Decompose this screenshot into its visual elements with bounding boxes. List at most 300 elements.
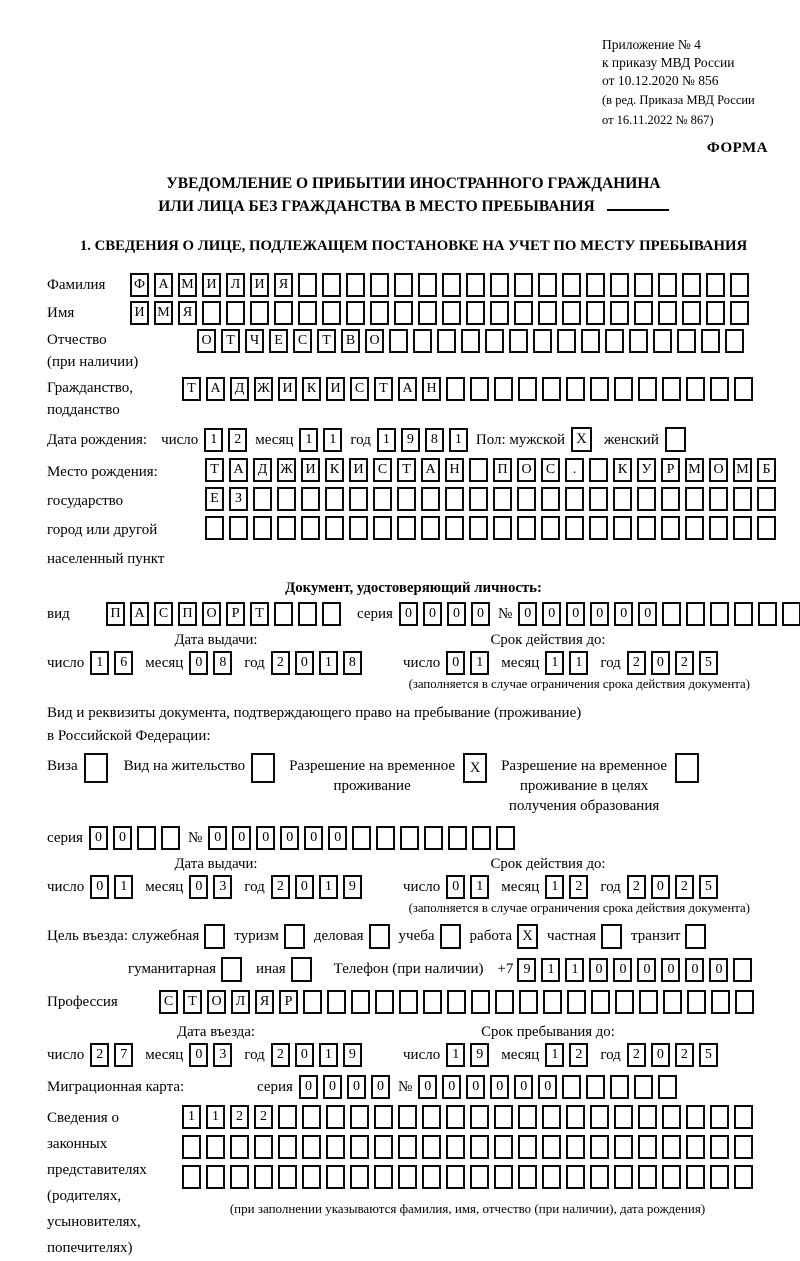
form-cell[interactable] (302, 1105, 321, 1129)
form-cell[interactable]: Т (182, 377, 201, 401)
form-cell[interactable]: К (302, 377, 321, 401)
form-cell[interactable]: 9 (343, 875, 362, 899)
form-cell[interactable] (586, 301, 605, 325)
form-cell[interactable] (733, 516, 752, 540)
form-cell[interactable] (686, 377, 705, 401)
form-cell[interactable] (782, 602, 800, 626)
form-cell[interactable]: Ж (254, 377, 273, 401)
form-cell[interactable] (278, 1135, 297, 1159)
form-cell[interactable]: 0 (709, 958, 728, 982)
form-cell[interactable]: 2 (271, 651, 290, 675)
form-cell[interactable] (614, 1105, 633, 1129)
form-cell[interactable] (422, 1135, 441, 1159)
form-cell[interactable]: 0 (651, 1043, 670, 1067)
form-cell[interactable]: П (493, 458, 512, 482)
form-cell[interactable] (591, 990, 610, 1014)
form-cell[interactable] (230, 1135, 249, 1159)
form-cell[interactable] (472, 826, 491, 850)
form-cell[interactable] (376, 826, 395, 850)
form-cell[interactable] (424, 826, 443, 850)
form-cell[interactable] (517, 487, 536, 511)
form-cell[interactable]: 1 (90, 651, 109, 675)
residence-permit-checkbox[interactable] (251, 753, 275, 783)
form-cell[interactable]: 2 (271, 875, 290, 899)
form-cell[interactable] (733, 487, 752, 511)
form-cell[interactable] (448, 826, 467, 850)
form-cell[interactable]: 1 (449, 428, 468, 452)
form-cell[interactable] (346, 301, 365, 325)
form-cell[interactable] (182, 1135, 201, 1159)
form-cell[interactable] (682, 301, 701, 325)
purpose-official-checkbox[interactable] (204, 924, 225, 949)
form-cell[interactable] (542, 1135, 561, 1159)
form-cell[interactable] (613, 516, 632, 540)
form-cell[interactable] (686, 1105, 705, 1129)
form-cell[interactable]: 1 (319, 875, 338, 899)
form-cell[interactable] (349, 487, 368, 511)
form-cell[interactable] (389, 329, 408, 353)
form-cell[interactable] (610, 273, 629, 297)
form-cell[interactable]: 0 (328, 826, 347, 850)
form-cell[interactable]: 0 (471, 602, 490, 626)
form-cell[interactable]: 1 (206, 1105, 225, 1129)
form-cell[interactable]: 0 (447, 602, 466, 626)
sex-male-checkbox[interactable]: X (571, 427, 592, 452)
form-cell[interactable]: 0 (685, 958, 704, 982)
form-cell[interactable]: 0 (347, 1075, 366, 1099)
form-cell[interactable]: 1 (446, 1043, 465, 1067)
form-cell[interactable] (442, 273, 461, 297)
form-cell[interactable]: 0 (232, 826, 251, 850)
form-cell[interactable]: 0 (304, 826, 323, 850)
form-cell[interactable] (519, 990, 538, 1014)
form-cell[interactable] (493, 487, 512, 511)
form-cell[interactable]: Я (178, 301, 197, 325)
form-cell[interactable]: 1 (204, 428, 223, 452)
form-cell[interactable]: А (154, 273, 173, 297)
form-cell[interactable]: М (178, 273, 197, 297)
form-cell[interactable]: Т (374, 377, 393, 401)
form-cell[interactable]: 0 (423, 602, 442, 626)
form-cell[interactable] (613, 487, 632, 511)
form-cell[interactable]: 0 (566, 602, 585, 626)
form-cell[interactable] (373, 487, 392, 511)
form-cell[interactable] (303, 990, 322, 1014)
form-cell[interactable] (661, 487, 680, 511)
form-cell[interactable] (494, 1105, 513, 1129)
form-cell[interactable] (543, 990, 562, 1014)
form-cell[interactable]: 5 (699, 651, 718, 675)
form-cell[interactable]: 9 (401, 428, 420, 452)
purpose-work-checkbox[interactable]: X (517, 924, 538, 949)
form-cell[interactable] (629, 329, 648, 353)
form-cell[interactable] (710, 377, 729, 401)
form-cell[interactable] (734, 1105, 753, 1129)
form-cell[interactable]: О (365, 329, 384, 353)
form-cell[interactable] (254, 1135, 273, 1159)
form-cell[interactable] (562, 301, 581, 325)
form-cell[interactable] (495, 990, 514, 1014)
form-cell[interactable]: 9 (343, 1043, 362, 1067)
form-cell[interactable]: 6 (114, 651, 133, 675)
form-cell[interactable]: 0 (323, 1075, 342, 1099)
form-cell[interactable] (509, 329, 528, 353)
form-cell[interactable] (298, 602, 317, 626)
form-cell[interactable] (161, 826, 180, 850)
form-cell[interactable] (469, 458, 488, 482)
form-cell[interactable] (398, 1135, 417, 1159)
form-cell[interactable]: Р (279, 990, 298, 1014)
purpose-tourism-checkbox[interactable] (284, 924, 305, 949)
form-cell[interactable]: К (613, 458, 632, 482)
form-cell[interactable] (733, 958, 752, 982)
form-cell[interactable]: Т (317, 329, 336, 353)
form-cell[interactable] (325, 516, 344, 540)
form-cell[interactable] (397, 487, 416, 511)
form-cell[interactable] (469, 516, 488, 540)
form-cell[interactable] (352, 826, 371, 850)
form-cell[interactable] (658, 301, 677, 325)
purpose-business-checkbox[interactable] (369, 924, 390, 949)
form-cell[interactable]: Р (661, 458, 680, 482)
form-cell[interactable] (346, 273, 365, 297)
form-cell[interactable]: 0 (651, 651, 670, 675)
form-cell[interactable] (757, 487, 776, 511)
form-cell[interactable] (514, 301, 533, 325)
form-cell[interactable] (423, 990, 442, 1014)
form-cell[interactable] (182, 1165, 201, 1189)
form-cell[interactable]: 0 (280, 826, 299, 850)
form-cell[interactable] (658, 273, 677, 297)
form-cell[interactable]: 0 (490, 1075, 509, 1099)
form-cell[interactable]: И (202, 273, 221, 297)
form-cell[interactable] (725, 329, 744, 353)
form-cell[interactable]: О (207, 990, 226, 1014)
form-cell[interactable] (518, 377, 537, 401)
form-cell[interactable] (494, 1165, 513, 1189)
form-cell[interactable] (614, 1135, 633, 1159)
form-cell[interactable] (461, 329, 480, 353)
form-cell[interactable]: 1 (377, 428, 396, 452)
form-cell[interactable]: 8 (213, 651, 232, 675)
form-cell[interactable] (562, 273, 581, 297)
form-cell[interactable] (541, 487, 560, 511)
form-cell[interactable] (394, 301, 413, 325)
form-cell[interactable] (350, 1165, 369, 1189)
form-cell[interactable]: 2 (254, 1105, 273, 1129)
form-cell[interactable]: 2 (230, 1105, 249, 1129)
form-cell[interactable] (637, 487, 656, 511)
form-cell[interactable] (400, 826, 419, 850)
form-cell[interactable] (446, 1105, 465, 1129)
purpose-study-checkbox[interactable] (440, 924, 461, 949)
form-cell[interactable] (205, 516, 224, 540)
form-cell[interactable] (710, 602, 729, 626)
form-cell[interactable] (274, 301, 293, 325)
form-cell[interactable] (687, 990, 706, 1014)
form-cell[interactable] (685, 487, 704, 511)
form-cell[interactable]: 2 (271, 1043, 290, 1067)
form-cell[interactable] (322, 602, 341, 626)
form-cell[interactable] (471, 990, 490, 1014)
form-cell[interactable]: 1 (182, 1105, 201, 1129)
form-cell[interactable] (658, 1075, 677, 1099)
form-cell[interactable]: 0 (295, 651, 314, 675)
form-cell[interactable]: Е (269, 329, 288, 353)
form-cell[interactable]: 2 (228, 428, 247, 452)
form-cell[interactable] (351, 990, 370, 1014)
form-cell[interactable] (701, 329, 720, 353)
form-cell[interactable]: Р (226, 602, 245, 626)
form-cell[interactable] (662, 602, 681, 626)
form-cell[interactable]: 1 (541, 958, 560, 982)
form-cell[interactable] (373, 516, 392, 540)
form-cell[interactable] (686, 602, 705, 626)
purpose-other-checkbox[interactable] (291, 957, 312, 982)
form-cell[interactable]: 0 (466, 1075, 485, 1099)
form-cell[interactable] (470, 1135, 489, 1159)
form-cell[interactable]: 0 (299, 1075, 318, 1099)
form-cell[interactable]: Я (255, 990, 274, 1014)
form-cell[interactable]: 0 (442, 1075, 461, 1099)
form-cell[interactable]: 2 (675, 875, 694, 899)
form-cell[interactable]: 0 (90, 875, 109, 899)
form-cell[interactable]: 3 (213, 875, 232, 899)
form-cell[interactable] (326, 1135, 345, 1159)
sex-female-checkbox[interactable] (665, 427, 686, 452)
form-cell[interactable]: 1 (565, 958, 584, 982)
form-cell[interactable] (589, 516, 608, 540)
form-cell[interactable]: 9 (470, 1043, 489, 1067)
form-cell[interactable] (565, 487, 584, 511)
form-cell[interactable] (706, 301, 725, 325)
form-cell[interactable] (533, 329, 552, 353)
form-cell[interactable] (542, 377, 561, 401)
form-cell[interactable] (615, 990, 634, 1014)
form-cell[interactable]: М (685, 458, 704, 482)
form-cell[interactable] (662, 377, 681, 401)
form-cell[interactable] (302, 1165, 321, 1189)
form-cell[interactable]: 0 (89, 826, 108, 850)
form-cell[interactable] (470, 1105, 489, 1129)
form-cell[interactable] (538, 273, 557, 297)
form-cell[interactable] (322, 301, 341, 325)
form-cell[interactable]: Т (221, 329, 240, 353)
form-cell[interactable] (634, 1075, 653, 1099)
form-cell[interactable]: А (206, 377, 225, 401)
form-cell[interactable] (610, 1075, 629, 1099)
form-cell[interactable]: В (341, 329, 360, 353)
form-cell[interactable] (653, 329, 672, 353)
form-cell[interactable] (662, 1135, 681, 1159)
form-cell[interactable] (590, 1165, 609, 1189)
form-cell[interactable]: Ф (130, 273, 149, 297)
form-cell[interactable]: 0 (189, 651, 208, 675)
form-cell[interactable] (421, 516, 440, 540)
form-cell[interactable] (301, 487, 320, 511)
form-cell[interactable] (610, 301, 629, 325)
form-cell[interactable]: 0 (590, 602, 609, 626)
form-cell[interactable] (586, 273, 605, 297)
form-cell[interactable]: Т (250, 602, 269, 626)
form-cell[interactable]: М (154, 301, 173, 325)
form-cell[interactable] (493, 516, 512, 540)
form-cell[interactable]: Т (397, 458, 416, 482)
form-cell[interactable] (278, 1105, 297, 1129)
form-cell[interactable] (253, 516, 272, 540)
form-cell[interactable]: 0 (446, 875, 465, 899)
form-cell[interactable] (413, 329, 432, 353)
form-cell[interactable] (517, 516, 536, 540)
form-cell[interactable] (661, 516, 680, 540)
form-cell[interactable] (374, 1105, 393, 1129)
form-cell[interactable] (734, 602, 753, 626)
form-cell[interactable] (418, 301, 437, 325)
form-cell[interactable]: Я (274, 273, 293, 297)
form-cell[interactable]: 0 (589, 958, 608, 982)
form-cell[interactable]: И (301, 458, 320, 482)
form-cell[interactable] (566, 1165, 585, 1189)
form-cell[interactable] (490, 273, 509, 297)
form-cell[interactable] (422, 1105, 441, 1129)
form-cell[interactable] (518, 1165, 537, 1189)
form-cell[interactable] (496, 826, 515, 850)
form-cell[interactable] (206, 1135, 225, 1159)
form-cell[interactable]: Ч (245, 329, 264, 353)
purpose-private-checkbox[interactable] (601, 924, 622, 949)
form-cell[interactable]: 0 (638, 602, 657, 626)
form-cell[interactable] (734, 1135, 753, 1159)
form-cell[interactable] (301, 516, 320, 540)
form-cell[interactable]: П (178, 602, 197, 626)
form-cell[interactable]: 0 (614, 602, 633, 626)
form-cell[interactable]: . (565, 458, 584, 482)
form-cell[interactable]: 1 (299, 428, 318, 452)
form-cell[interactable]: П (106, 602, 125, 626)
form-cell[interactable]: А (398, 377, 417, 401)
form-cell[interactable]: Л (231, 990, 250, 1014)
form-cell[interactable]: Н (422, 377, 441, 401)
form-cell[interactable] (566, 1135, 585, 1159)
form-cell[interactable]: 2 (569, 1043, 588, 1067)
form-cell[interactable] (298, 301, 317, 325)
form-cell[interactable] (541, 516, 560, 540)
form-cell[interactable] (370, 301, 389, 325)
form-cell[interactable] (638, 1105, 657, 1129)
form-cell[interactable] (437, 329, 456, 353)
form-cell[interactable]: 0 (371, 1075, 390, 1099)
form-cell[interactable] (322, 273, 341, 297)
form-cell[interactable]: 1 (114, 875, 133, 899)
form-cell[interactable] (634, 301, 653, 325)
temp-residence-edu-checkbox[interactable] (675, 753, 699, 783)
form-cell[interactable]: 0 (418, 1075, 437, 1099)
form-cell[interactable]: С (293, 329, 312, 353)
form-cell[interactable] (137, 826, 156, 850)
form-cell[interactable] (734, 1165, 753, 1189)
form-cell[interactable]: 1 (545, 1043, 564, 1067)
form-cell[interactable]: С (154, 602, 173, 626)
form-cell[interactable]: И (326, 377, 345, 401)
form-cell[interactable]: Т (205, 458, 224, 482)
form-cell[interactable] (325, 487, 344, 511)
form-cell[interactable]: 1 (545, 875, 564, 899)
form-cell[interactable]: А (421, 458, 440, 482)
purpose-humanitarian-checkbox[interactable] (221, 957, 242, 982)
form-cell[interactable]: 2 (675, 651, 694, 675)
form-cell[interactable] (230, 1165, 249, 1189)
form-cell[interactable] (686, 1165, 705, 1189)
form-cell[interactable]: 8 (343, 651, 362, 675)
form-cell[interactable] (494, 1135, 513, 1159)
form-cell[interactable]: С (350, 377, 369, 401)
form-cell[interactable]: А (130, 602, 149, 626)
form-cell[interactable]: С (373, 458, 392, 482)
form-cell[interactable] (350, 1135, 369, 1159)
form-cell[interactable] (758, 602, 777, 626)
form-cell[interactable] (469, 487, 488, 511)
form-cell[interactable] (757, 516, 776, 540)
form-cell[interactable]: Ж (277, 458, 296, 482)
form-cell[interactable]: 0 (256, 826, 275, 850)
form-cell[interactable]: 7 (114, 1043, 133, 1067)
form-cell[interactable]: Т (183, 990, 202, 1014)
form-cell[interactable]: О (709, 458, 728, 482)
form-cell[interactable] (250, 301, 269, 325)
form-cell[interactable] (399, 990, 418, 1014)
form-cell[interactable] (206, 1165, 225, 1189)
form-cell[interactable] (327, 990, 346, 1014)
form-cell[interactable] (518, 1135, 537, 1159)
form-cell[interactable]: Д (253, 458, 272, 482)
form-cell[interactable] (682, 273, 701, 297)
form-cell[interactable] (590, 377, 609, 401)
form-cell[interactable] (614, 1165, 633, 1189)
form-cell[interactable]: 1 (323, 428, 342, 452)
form-cell[interactable] (398, 1105, 417, 1129)
form-cell[interactable] (730, 301, 749, 325)
form-cell[interactable]: 2 (90, 1043, 109, 1067)
form-cell[interactable] (375, 990, 394, 1014)
form-cell[interactable] (494, 377, 513, 401)
form-cell[interactable]: И (349, 458, 368, 482)
form-cell[interactable] (638, 1135, 657, 1159)
form-cell[interactable] (710, 1165, 729, 1189)
form-cell[interactable] (394, 273, 413, 297)
form-cell[interactable]: 3 (213, 1043, 232, 1067)
form-cell[interactable]: 0 (295, 875, 314, 899)
form-cell[interactable] (565, 516, 584, 540)
form-cell[interactable]: Л (226, 273, 245, 297)
form-cell[interactable] (253, 487, 272, 511)
form-cell[interactable] (226, 301, 245, 325)
temp-residence-checkbox[interactable]: X (463, 753, 487, 783)
form-cell[interactable] (446, 1135, 465, 1159)
form-cell[interactable] (445, 516, 464, 540)
form-cell[interactable]: 2 (627, 651, 646, 675)
form-cell[interactable]: И (130, 301, 149, 325)
form-cell[interactable] (562, 1075, 581, 1099)
form-cell[interactable] (447, 990, 466, 1014)
form-cell[interactable]: С (159, 990, 178, 1014)
form-cell[interactable]: 0 (538, 1075, 557, 1099)
form-cell[interactable]: 0 (446, 651, 465, 675)
form-cell[interactable]: 0 (542, 602, 561, 626)
form-cell[interactable] (298, 273, 317, 297)
form-cell[interactable] (614, 377, 633, 401)
form-cell[interactable] (677, 329, 696, 353)
form-cell[interactable] (710, 1105, 729, 1129)
